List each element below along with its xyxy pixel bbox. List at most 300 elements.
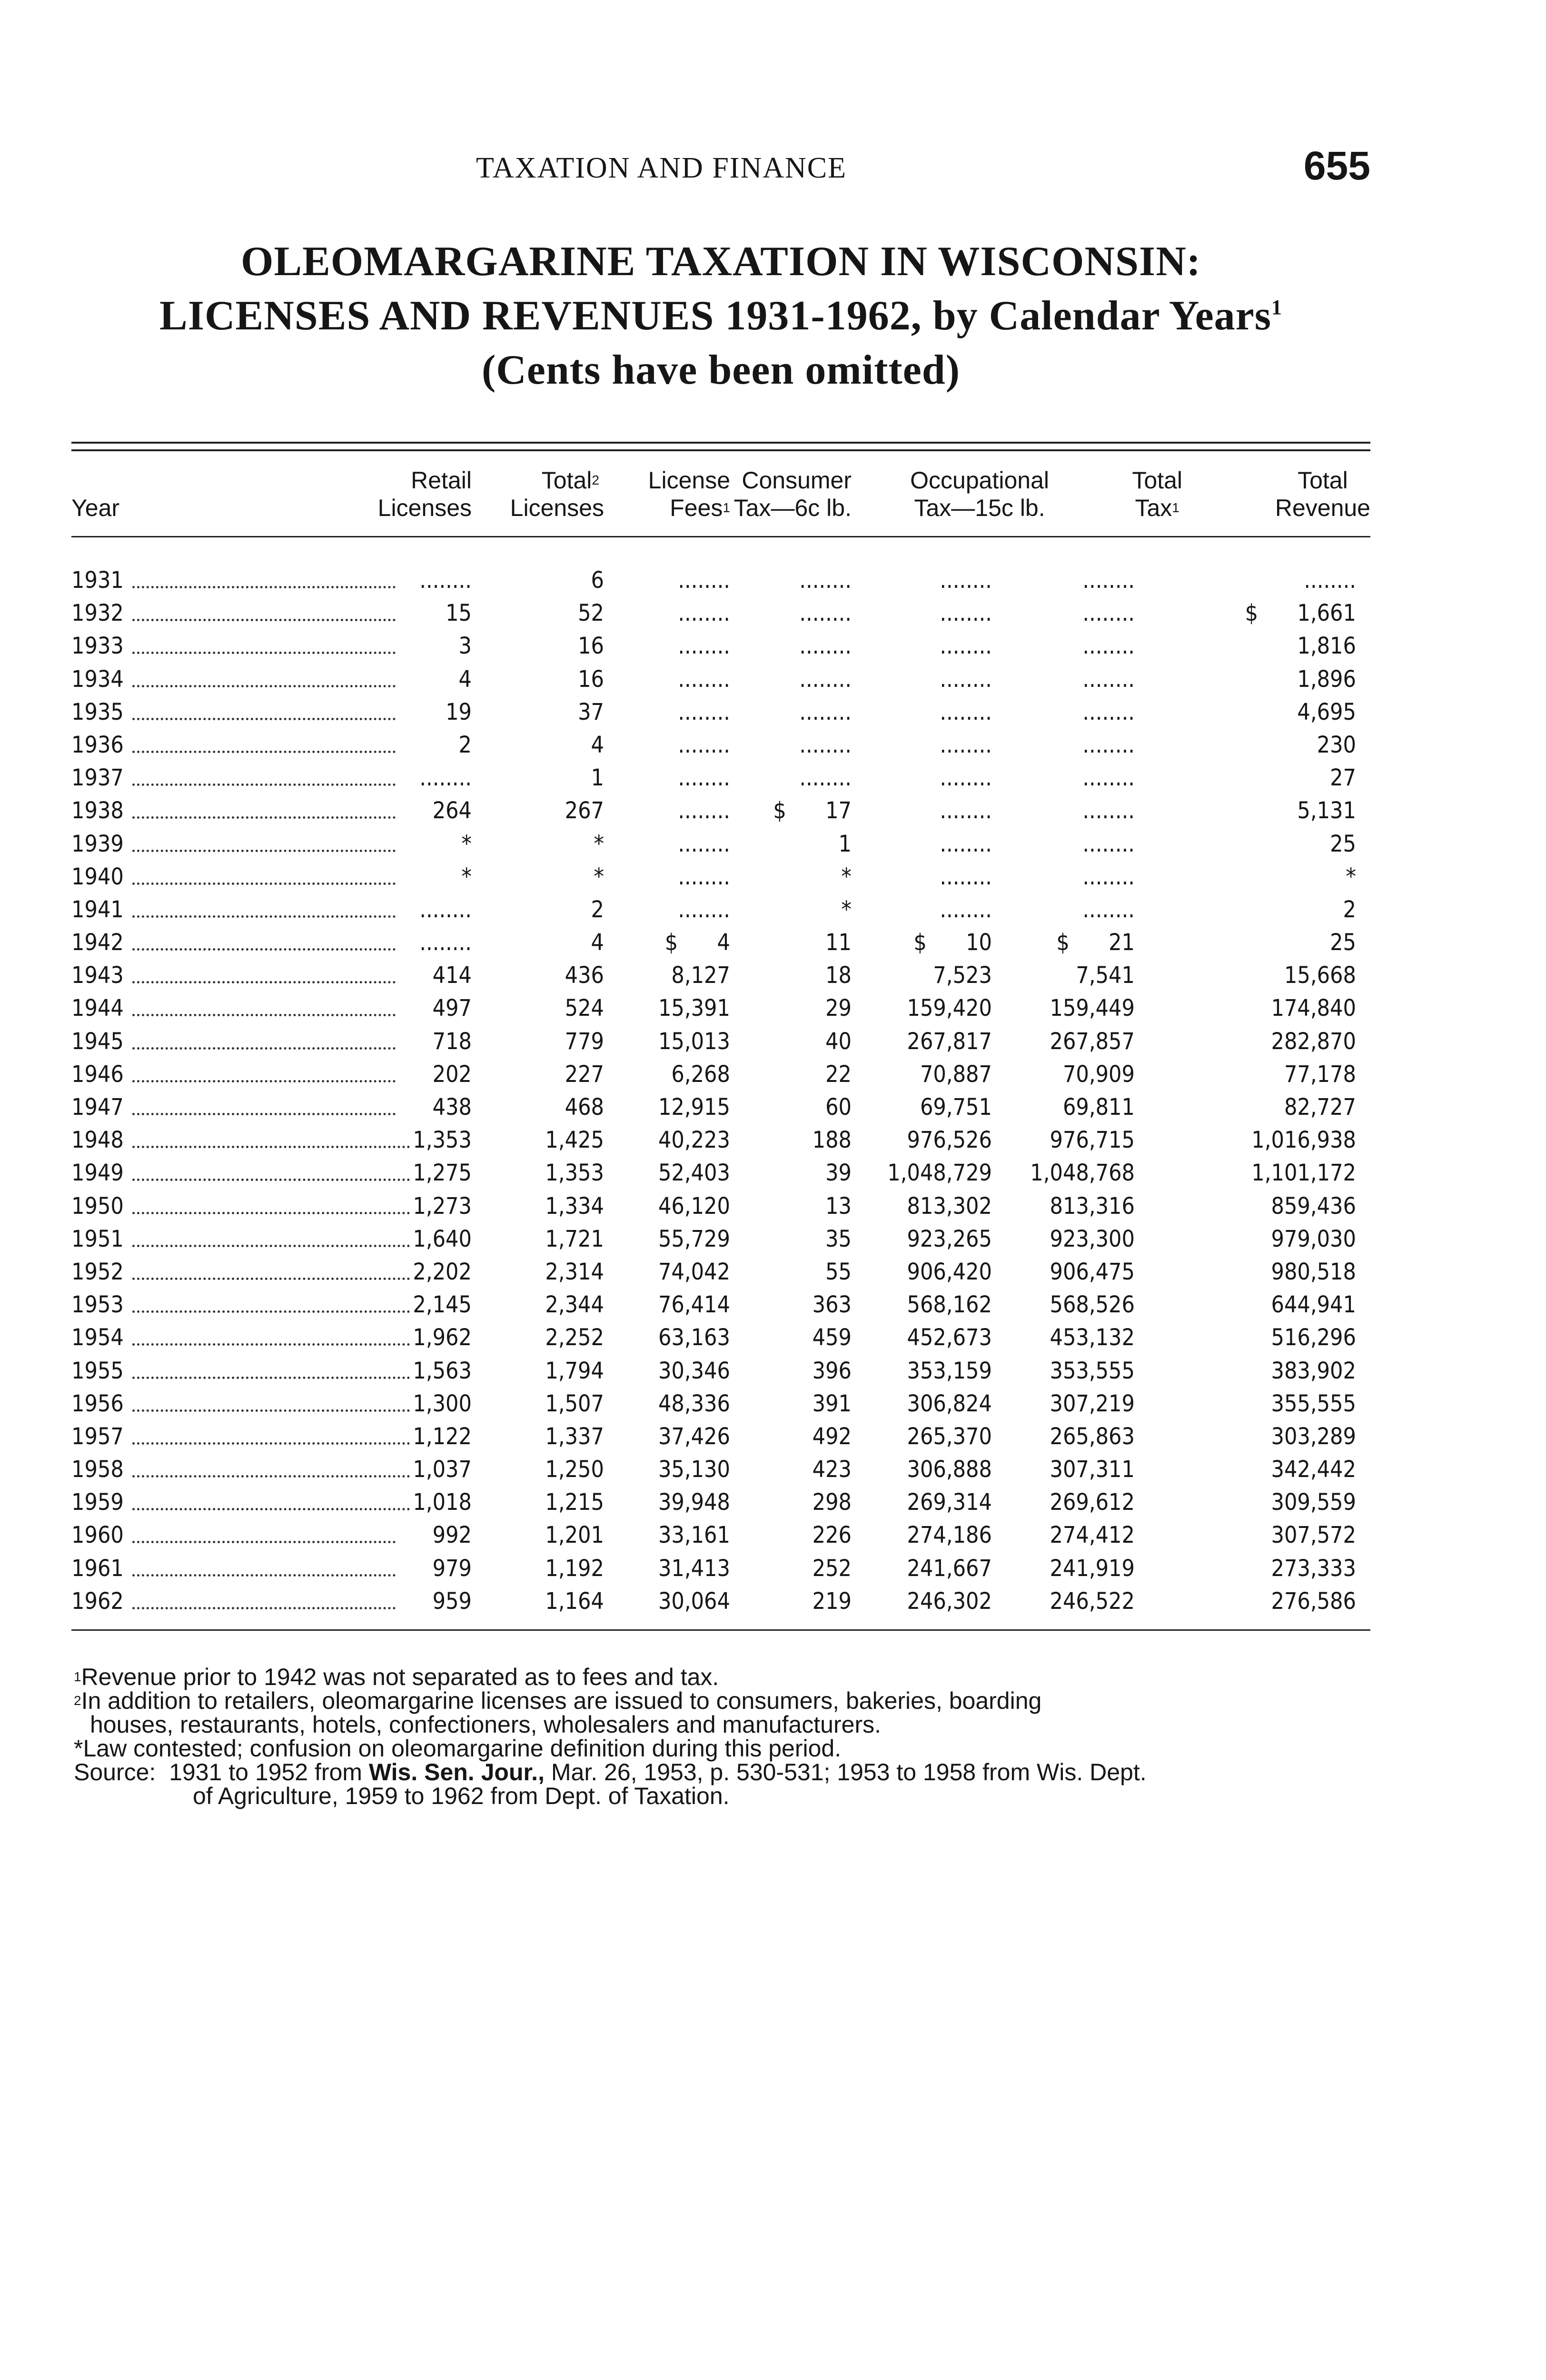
cell-total-licenses: 4 bbox=[591, 731, 604, 758]
cell-total-tax: 353,555 bbox=[1050, 1357, 1135, 1384]
table-row bbox=[71, 1190, 1370, 1223]
cell-total-tax: ........ bbox=[1082, 896, 1135, 923]
cell-consumer-tax: 18 bbox=[825, 962, 852, 989]
cell-year: 1958 bbox=[71, 1456, 124, 1483]
cell-consumer-tax: 492 bbox=[812, 1423, 852, 1450]
cell-total-licenses: 1,337 bbox=[545, 1423, 604, 1450]
cell-year: 1943 bbox=[71, 962, 124, 989]
cell-retail-licenses: 15 bbox=[446, 600, 472, 627]
cell-license-fees: 40,223 bbox=[658, 1127, 730, 1154]
cell-retail-licenses: 1,300 bbox=[413, 1390, 472, 1417]
cell-total-tax: 453,132 bbox=[1050, 1324, 1135, 1351]
header-retail-licenses bbox=[378, 466, 472, 522]
cell-license-fees: 39,948 bbox=[658, 1489, 730, 1516]
table-row bbox=[71, 959, 1370, 992]
cell-license-fees: 76,414 bbox=[658, 1291, 730, 1319]
cell-total-licenses: 1,334 bbox=[545, 1192, 604, 1220]
cell-license-fees: ........ bbox=[678, 633, 730, 660]
cell-total-revenue: 25 bbox=[1330, 929, 1356, 956]
cell-occupational-tax: 906,420 bbox=[907, 1258, 992, 1285]
cell-year: 1946 bbox=[71, 1061, 124, 1088]
cell-license-fees: ........ bbox=[678, 830, 730, 857]
header-revenue-line1: Total bbox=[1298, 467, 1348, 494]
cell-consumer-tax: 11 bbox=[825, 929, 852, 956]
cell-total-tax: 159,449 bbox=[1050, 995, 1135, 1022]
cell-occupational-tax: 306,824 bbox=[907, 1390, 992, 1417]
cell-license-fees: 63,163 bbox=[658, 1324, 730, 1351]
cell-total-tax: ........ bbox=[1082, 863, 1135, 890]
cell-total-tax: 70,909 bbox=[1062, 1061, 1135, 1088]
header-occupational-tax bbox=[910, 466, 1049, 522]
dot-leader bbox=[132, 1212, 410, 1214]
header-total-licenses bbox=[510, 466, 604, 522]
cell-year: 1936 bbox=[71, 731, 124, 758]
cell-total-tax: 274,412 bbox=[1050, 1522, 1135, 1549]
table-row bbox=[71, 1519, 1370, 1552]
cell-total-revenue: 25 bbox=[1330, 830, 1356, 857]
cell-license-fees: 15,013 bbox=[658, 1028, 730, 1055]
table-row bbox=[71, 1058, 1370, 1091]
cell-occupational-tax: 267,817 bbox=[907, 1028, 992, 1055]
cell-total-revenue: 1,016,938 bbox=[1251, 1127, 1356, 1154]
running-head: TAXATION AND FINANCE bbox=[476, 152, 847, 184]
cell-total-tax: 69,811 bbox=[1062, 1094, 1135, 1121]
cell-license-fees: 55,729 bbox=[658, 1225, 730, 1252]
table-row bbox=[71, 1355, 1370, 1388]
cell-total-tax: 307,219 bbox=[1050, 1390, 1135, 1417]
cell-total-tax: ........ bbox=[1082, 567, 1135, 594]
cell-retail-licenses: ........ bbox=[419, 764, 472, 792]
cell-occupational-tax: 7,523 bbox=[933, 962, 992, 989]
dot-leader bbox=[132, 1179, 410, 1181]
cell-license-fees: 15,391 bbox=[658, 995, 730, 1022]
cell-total-tax: ........ bbox=[1082, 698, 1135, 725]
cell-total-tax: 1,048,768 bbox=[1030, 1160, 1135, 1187]
cell-total-licenses: 468 bbox=[565, 1094, 604, 1121]
cell-total-tax: ........ bbox=[1082, 797, 1135, 824]
cell-consumer-tax: ........ bbox=[799, 567, 852, 594]
cell-consumer-tax: 29 bbox=[825, 995, 852, 1022]
table-row bbox=[71, 1025, 1370, 1058]
cell-total-licenses: 4 bbox=[591, 929, 604, 956]
cell-occupational-tax: ........ bbox=[940, 698, 992, 725]
cell-consumer-tax: 391 bbox=[812, 1390, 852, 1417]
cell-license-fees: ........ bbox=[678, 665, 730, 693]
cell-occupational-tax: ........ bbox=[940, 731, 992, 758]
cell-total-licenses: 1,215 bbox=[545, 1489, 604, 1516]
cell-total-revenue: 303,289 bbox=[1271, 1423, 1356, 1450]
cell-total-licenses: 16 bbox=[578, 665, 604, 693]
cell-occupational-tax: 241,667 bbox=[907, 1555, 992, 1582]
cell-total-revenue: 383,902 bbox=[1271, 1357, 1356, 1384]
source-note bbox=[74, 1760, 1368, 1784]
cell-license-fees: ........ bbox=[678, 764, 730, 792]
cell-total-revenue: 1,816 bbox=[1297, 633, 1356, 660]
cell-retail-licenses: 1,962 bbox=[413, 1324, 472, 1351]
cell-retail-licenses: 202 bbox=[432, 1061, 472, 1088]
cell-retail-licenses: 1,353 bbox=[413, 1127, 472, 1154]
cell-consumer-tax: ........ bbox=[799, 698, 852, 725]
cell-occupational-tax: 265,370 bbox=[907, 1423, 992, 1450]
cell-total-licenses: 2,252 bbox=[545, 1324, 604, 1351]
cell-occupational-tax: 923,265 bbox=[907, 1225, 992, 1252]
cell-retail-licenses: 1,640 bbox=[413, 1225, 472, 1252]
cell-year: 1953 bbox=[71, 1291, 124, 1319]
table-row bbox=[71, 893, 1370, 926]
cell-total-tax: 976,715 bbox=[1050, 1127, 1135, 1154]
cell-total-revenue: $ 1,661 bbox=[1245, 600, 1356, 627]
cell-year: 1954 bbox=[71, 1324, 124, 1351]
cell-retail-licenses: * bbox=[461, 863, 472, 890]
header-revenue-line2: Revenue bbox=[1275, 495, 1370, 521]
cell-occupational-tax: 159,420 bbox=[907, 995, 992, 1022]
cell-year: 1940 bbox=[71, 863, 124, 890]
cell-total-tax: 269,612 bbox=[1050, 1489, 1135, 1516]
cell-occupational-tax: 246,302 bbox=[907, 1587, 992, 1615]
cell-year: 1931 bbox=[71, 567, 124, 594]
title-text-2: LICENSES AND REVENUES 1931-1962, by Calendar Years bbox=[159, 293, 1271, 339]
cell-occupational-tax: 813,302 bbox=[907, 1192, 992, 1220]
footnote-1-mark: 1 bbox=[74, 1669, 81, 1684]
dot-leader bbox=[132, 685, 396, 687]
cell-year: 1941 bbox=[71, 896, 124, 923]
cell-total-tax: ........ bbox=[1082, 764, 1135, 792]
top-double-rule-2 bbox=[71, 449, 1370, 451]
cell-total-tax: ........ bbox=[1082, 830, 1135, 857]
header-consumer-line1: Consumer bbox=[742, 467, 852, 494]
cell-total-licenses: 1,794 bbox=[545, 1357, 604, 1384]
cell-retail-licenses: ........ bbox=[419, 929, 472, 956]
cell-total-tax: 7,541 bbox=[1076, 962, 1135, 989]
cell-total-revenue: 516,296 bbox=[1271, 1324, 1356, 1351]
cell-license-fees: $ 4 bbox=[664, 929, 730, 956]
footnote-2 bbox=[74, 1689, 1368, 1713]
dot-leader bbox=[132, 1541, 396, 1543]
table-title-line-3 bbox=[71, 349, 1370, 391]
cell-consumer-tax: 39 bbox=[825, 1160, 852, 1187]
cell-total-tax: 241,919 bbox=[1050, 1555, 1135, 1582]
dot-leader bbox=[132, 1409, 410, 1412]
cell-total-revenue: 859,436 bbox=[1271, 1192, 1356, 1220]
cell-total-licenses: 1,164 bbox=[545, 1587, 604, 1615]
cell-retail-licenses: 1,122 bbox=[413, 1423, 472, 1450]
cell-total-tax: ........ bbox=[1082, 633, 1135, 660]
cell-total-licenses: 1,353 bbox=[545, 1160, 604, 1187]
table-row bbox=[71, 1420, 1370, 1453]
table-row bbox=[71, 564, 1370, 597]
cell-occupational-tax: 353,159 bbox=[907, 1357, 992, 1384]
table-row bbox=[71, 992, 1370, 1025]
cell-total-licenses: 6 bbox=[591, 567, 604, 594]
cell-year: 1960 bbox=[71, 1522, 124, 1549]
dot-leader bbox=[132, 981, 396, 983]
table-row bbox=[71, 1256, 1370, 1289]
cell-total-licenses: 779 bbox=[565, 1028, 604, 1055]
source-text-b: Mar. 26, 1953, p. 530-531; 1953 to 1958 from Wis. Dept. bbox=[551, 1759, 1147, 1785]
source-note-continued: of Agriculture, 1959 to 1962 from Dept. of Taxation. bbox=[193, 1783, 730, 1809]
dot-leader bbox=[132, 1343, 410, 1346]
cell-total-revenue: 1,896 bbox=[1297, 665, 1356, 693]
cell-occupational-tax: 568,162 bbox=[907, 1291, 992, 1319]
cell-total-licenses: 1,507 bbox=[545, 1390, 604, 1417]
header-total-lic-note: 2 bbox=[592, 473, 599, 487]
cell-license-fees: 31,413 bbox=[658, 1555, 730, 1582]
dot-leader bbox=[132, 1475, 410, 1478]
cell-total-licenses: 524 bbox=[565, 995, 604, 1022]
cell-total-licenses: 1,425 bbox=[545, 1127, 604, 1154]
cell-occupational-tax: 976,526 bbox=[907, 1127, 992, 1154]
cell-total-revenue: 276,586 bbox=[1271, 1587, 1356, 1615]
header-total-tax-line1: Total bbox=[1132, 467, 1182, 494]
cell-total-licenses: 436 bbox=[565, 962, 604, 989]
cell-total-licenses: 1,192 bbox=[545, 1555, 604, 1582]
cell-retail-licenses: ........ bbox=[419, 896, 472, 923]
cell-consumer-tax: 60 bbox=[825, 1094, 852, 1121]
table-body bbox=[71, 564, 1370, 1618]
dot-leader bbox=[132, 1310, 410, 1313]
cell-license-fees: 30,346 bbox=[658, 1357, 730, 1384]
cell-year: 1961 bbox=[71, 1555, 124, 1582]
cell-retail-licenses: 438 bbox=[432, 1094, 472, 1121]
cell-total-tax: 568,526 bbox=[1050, 1291, 1135, 1319]
cell-total-licenses: 2 bbox=[591, 896, 604, 923]
cell-consumer-tax: 396 bbox=[812, 1357, 852, 1384]
cell-total-revenue: 644,941 bbox=[1271, 1291, 1356, 1319]
table-row bbox=[71, 663, 1370, 696]
cell-retail-licenses: 1,563 bbox=[413, 1357, 472, 1384]
title-text-3: (Cents have been omitted) bbox=[481, 347, 961, 393]
cell-year: 1934 bbox=[71, 665, 124, 693]
cell-total-revenue: 355,555 bbox=[1271, 1390, 1356, 1417]
cell-license-fees: 30,064 bbox=[658, 1587, 730, 1615]
cell-license-fees: ........ bbox=[678, 731, 730, 758]
cell-consumer-tax: $ 17 bbox=[773, 797, 852, 824]
cell-total-tax: 923,300 bbox=[1050, 1225, 1135, 1252]
cell-license-fees: ........ bbox=[678, 567, 730, 594]
top-double-rule-1 bbox=[71, 442, 1370, 444]
cell-year: 1942 bbox=[71, 929, 124, 956]
cell-year: 1935 bbox=[71, 698, 124, 725]
header-total-revenue bbox=[1275, 466, 1370, 522]
dot-leader bbox=[132, 850, 396, 852]
cell-retail-licenses: 959 bbox=[432, 1587, 472, 1615]
cell-total-revenue: 1,101,172 bbox=[1251, 1160, 1356, 1187]
cell-year: 1959 bbox=[71, 1489, 124, 1516]
header-year bbox=[71, 494, 119, 522]
table-header bbox=[71, 466, 1370, 528]
cell-total-licenses: 1,201 bbox=[545, 1522, 604, 1549]
cell-retail-licenses: ........ bbox=[419, 567, 472, 594]
cell-year: 1933 bbox=[71, 633, 124, 660]
cell-retail-licenses: 2,202 bbox=[413, 1258, 472, 1285]
cell-year: 1948 bbox=[71, 1127, 124, 1154]
cell-consumer-tax: ........ bbox=[799, 633, 852, 660]
cell-retail-licenses: 1,018 bbox=[413, 1489, 472, 1516]
header-occupational-line2: Tax—15c lb. bbox=[914, 495, 1045, 521]
cell-occupational-tax: 69,751 bbox=[920, 1094, 992, 1121]
cell-total-tax: 307,311 bbox=[1050, 1456, 1135, 1483]
cell-occupational-tax: 452,673 bbox=[907, 1324, 992, 1351]
cell-year: 1956 bbox=[71, 1390, 124, 1417]
footnote-1 bbox=[74, 1665, 1368, 1689]
cell-retail-licenses: 1,037 bbox=[413, 1456, 472, 1483]
cell-retail-licenses: 264 bbox=[432, 797, 472, 824]
cell-retail-licenses: 992 bbox=[432, 1522, 472, 1549]
cell-total-tax: 246,522 bbox=[1050, 1587, 1135, 1615]
cell-total-licenses: 2,344 bbox=[545, 1291, 604, 1319]
cell-retail-licenses: 4 bbox=[458, 665, 472, 693]
header-bottom-rule bbox=[71, 536, 1370, 537]
dot-leader bbox=[132, 915, 396, 918]
cell-occupational-tax: ........ bbox=[940, 896, 992, 923]
cell-consumer-tax: ........ bbox=[799, 600, 852, 627]
cell-retail-licenses: 1,275 bbox=[413, 1160, 472, 1187]
cell-total-licenses: 267 bbox=[565, 797, 604, 824]
cell-retail-licenses: 1,273 bbox=[413, 1192, 472, 1220]
dot-leader bbox=[132, 1377, 410, 1379]
header-fees-line1: License bbox=[648, 467, 730, 494]
cell-retail-licenses: * bbox=[461, 830, 472, 857]
cell-occupational-tax: ........ bbox=[940, 665, 992, 693]
cell-consumer-tax: ........ bbox=[799, 764, 852, 792]
cell-total-licenses: * bbox=[594, 830, 604, 857]
cell-year: 1962 bbox=[71, 1587, 124, 1615]
cell-total-revenue: 342,442 bbox=[1271, 1456, 1356, 1483]
cell-consumer-tax: 226 bbox=[812, 1522, 852, 1549]
cell-consumer-tax: 35 bbox=[825, 1225, 852, 1252]
cell-occupational-tax: ........ bbox=[940, 633, 992, 660]
cell-total-revenue: 27 bbox=[1330, 764, 1356, 792]
cell-license-fees: 48,336 bbox=[658, 1390, 730, 1417]
cell-consumer-tax: 188 bbox=[812, 1127, 852, 1154]
cell-occupational-tax: 274,186 bbox=[907, 1522, 992, 1549]
dot-leader bbox=[132, 783, 396, 786]
cell-license-fees: 12,915 bbox=[658, 1094, 730, 1121]
dot-leader bbox=[132, 1245, 410, 1247]
cell-total-revenue: 230 bbox=[1317, 731, 1356, 758]
cell-consumer-tax: 1 bbox=[838, 830, 852, 857]
table-row bbox=[71, 1223, 1370, 1256]
cell-retail-licenses: 2,145 bbox=[413, 1291, 472, 1319]
table-row bbox=[71, 1289, 1370, 1321]
cell-license-fees: 46,120 bbox=[658, 1192, 730, 1220]
cell-year: 1957 bbox=[71, 1423, 124, 1450]
cell-consumer-tax: 13 bbox=[825, 1192, 852, 1220]
cell-occupational-tax: 1,048,729 bbox=[887, 1160, 992, 1187]
cell-total-revenue: 15,668 bbox=[1284, 962, 1356, 989]
cell-consumer-tax: * bbox=[841, 863, 852, 890]
table-row bbox=[71, 1552, 1370, 1585]
footnote-2-mark: 2 bbox=[74, 1693, 81, 1708]
cell-occupational-tax: ........ bbox=[940, 764, 992, 792]
cell-retail-licenses: 497 bbox=[432, 995, 472, 1022]
cell-total-licenses: 2,314 bbox=[545, 1258, 604, 1285]
cell-retail-licenses: 3 bbox=[458, 633, 472, 660]
cell-consumer-tax: 40 bbox=[825, 1028, 852, 1055]
cell-year: 1951 bbox=[71, 1225, 124, 1252]
dot-leader bbox=[132, 1607, 396, 1609]
cell-total-revenue: 273,333 bbox=[1271, 1555, 1356, 1582]
cell-total-revenue: 282,870 bbox=[1271, 1028, 1356, 1055]
header-consumer-tax bbox=[734, 466, 852, 522]
cell-license-fees: 8,127 bbox=[671, 962, 730, 989]
header-occupational-line1: Occupational bbox=[910, 467, 1049, 494]
cell-license-fees: 52,403 bbox=[658, 1160, 730, 1187]
table-row bbox=[71, 1453, 1370, 1486]
cell-license-fees: 6,268 bbox=[671, 1061, 730, 1088]
cell-year: 1944 bbox=[71, 995, 124, 1022]
header-total-tax bbox=[1132, 466, 1182, 522]
cell-total-licenses: 1,721 bbox=[545, 1225, 604, 1252]
cell-total-tax: 813,316 bbox=[1050, 1192, 1135, 1220]
dot-leader bbox=[132, 751, 396, 753]
footnotes bbox=[74, 1665, 1368, 1808]
source-text-a: 1931 to 1952 from bbox=[169, 1759, 362, 1785]
cell-total-licenses: 1 bbox=[591, 764, 604, 792]
cell-total-licenses: 227 bbox=[565, 1061, 604, 1088]
cell-total-tax: 267,857 bbox=[1050, 1028, 1135, 1055]
cell-year: 1950 bbox=[71, 1192, 124, 1220]
dot-leader bbox=[132, 1146, 410, 1148]
table-row bbox=[71, 597, 1370, 630]
cell-occupational-tax: 306,888 bbox=[907, 1456, 992, 1483]
dot-leader bbox=[132, 1014, 396, 1016]
header-consumer-line2: Tax—6c lb. bbox=[733, 495, 852, 521]
dot-leader bbox=[132, 948, 396, 951]
cell-total-tax: ........ bbox=[1082, 731, 1135, 758]
table-row bbox=[71, 1157, 1370, 1190]
cell-total-revenue: * bbox=[1346, 863, 1356, 890]
cell-consumer-tax: 22 bbox=[825, 1061, 852, 1088]
header-fees-note: 1 bbox=[723, 500, 730, 515]
table-row bbox=[71, 696, 1370, 729]
header-fees-line2: Fees bbox=[670, 495, 723, 521]
cell-license-fees: 74,042 bbox=[658, 1258, 730, 1285]
footnote-1-text: Revenue prior to 1942 was not separated as to fees and tax. bbox=[81, 1664, 719, 1690]
header-year-label: Year bbox=[71, 495, 120, 521]
header-total-tax-line2: Tax bbox=[1135, 495, 1172, 521]
cell-total-revenue: 5,131 bbox=[1297, 797, 1356, 824]
cell-year: 1932 bbox=[71, 600, 124, 627]
table-row bbox=[71, 794, 1370, 827]
table-row bbox=[71, 630, 1370, 663]
cell-retail-licenses: 2 bbox=[458, 731, 472, 758]
dot-leader bbox=[132, 1113, 396, 1115]
dot-leader bbox=[132, 619, 396, 621]
dot-leader bbox=[132, 1508, 410, 1510]
dot-leader bbox=[132, 1278, 410, 1280]
cell-retail-licenses: 979 bbox=[432, 1555, 472, 1582]
header-retail-line1: Retail bbox=[411, 467, 472, 494]
source-journal: Wis. Sen. Jour., bbox=[368, 1759, 545, 1785]
cell-total-revenue: 4,695 bbox=[1297, 698, 1356, 725]
table-title-line-1 bbox=[71, 238, 1370, 285]
cell-total-tax: $ 21 bbox=[1056, 929, 1135, 956]
table-row bbox=[71, 861, 1370, 893]
cell-occupational-tax: ........ bbox=[940, 797, 992, 824]
cell-total-revenue: 309,559 bbox=[1271, 1489, 1356, 1516]
cell-occupational-tax: 269,314 bbox=[907, 1489, 992, 1516]
cell-consumer-tax: 252 bbox=[812, 1555, 852, 1582]
cell-total-revenue: 979,030 bbox=[1271, 1225, 1356, 1252]
cell-total-revenue: 980,518 bbox=[1271, 1258, 1356, 1285]
cell-consumer-tax: ........ bbox=[799, 731, 852, 758]
cell-year: 1939 bbox=[71, 830, 124, 857]
cell-year: 1938 bbox=[71, 797, 124, 824]
table-title-line-2 bbox=[71, 295, 1370, 337]
header-total-tax-note: 1 bbox=[1172, 500, 1179, 515]
dot-leader bbox=[132, 1047, 396, 1050]
